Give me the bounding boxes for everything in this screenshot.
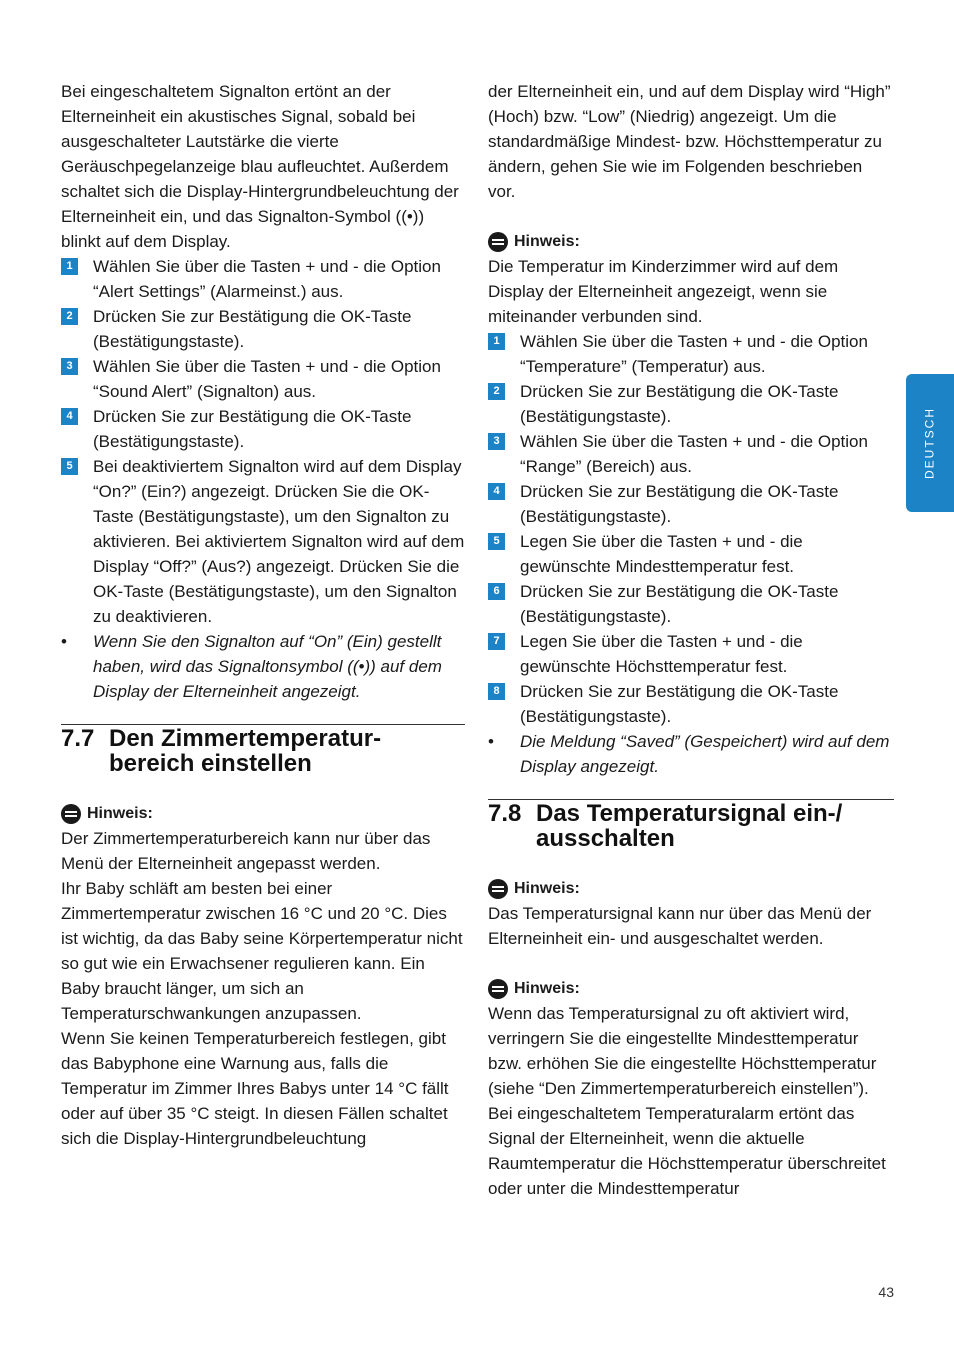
note-label: Hinweis: (514, 880, 580, 897)
step-number: 4 (488, 483, 505, 500)
step-number: 4 (61, 408, 78, 425)
list-item (61, 454, 465, 629)
note-text: Das Temperatursignal kann nur über das Menü der Elterneinheit ein- und ausgeschaltet werden. (488, 904, 872, 948)
language-label: DEUTSCH (922, 406, 937, 480)
section-heading (488, 801, 894, 851)
step-number: 2 (61, 308, 78, 325)
note-heading (488, 229, 894, 254)
section-heading (61, 726, 465, 776)
step-text: Legen Sie über die Tasten + und - die gewünschte Mindesttemperatur fest. (520, 532, 803, 576)
list-item (488, 529, 894, 579)
note-label: Hinweis: (514, 980, 580, 997)
note-icon (488, 979, 508, 999)
step-number: 7 (488, 633, 505, 650)
list-item (61, 304, 465, 354)
list-item (488, 579, 894, 629)
temperature-steps-list (488, 329, 894, 729)
section-number: 7.7 (61, 725, 95, 752)
list-item (488, 329, 894, 379)
left-column (61, 79, 465, 1151)
note-label: Hinweis: (87, 805, 153, 822)
note-text: Wenn das Temperatursignal zu oft aktiviert wird, verringern Sie die eingestellte Mindesttemperatur bzw. erhöhen Sie die eingestellte Höchsttemperatur (siehe “Den Zimmertemperaturbereich einstellen”). (488, 1004, 877, 1098)
bullet-item: • Die Meldung “Saved” (Gespeichert) wird auf dem Display angezeigt. (488, 729, 894, 779)
note-text: Die Temperatur im Kinderzimmer wird auf dem Display der Elterneinheit angezeigt, wenn sie miteinander verbunden sind. (488, 257, 839, 326)
section-title: Den Zimmertemperatur-bereich einstellen (109, 725, 382, 777)
step-text: Wählen Sie über die Tasten + und - die Option “Range” (Bereich) aus. (520, 432, 868, 476)
intro-paragraph: Bei eingeschaltetem Signalton ertönt an der Elterneinheit ein akustisches Signal, sobald bei ausgeschalteter Lautstärke die vierte Geräuschpegelanzeige blau aufleuchtet. Außerdem schaltet sich die Display-Hintergrundbeleuchtung der Elterneinheit ein, und das Signalton-Symbol ((•)) blinkt auf dem Display. (61, 82, 459, 251)
note-icon (488, 879, 508, 899)
step-text: Legen Sie über die Tasten + und - die gewünschte Höchsttemperatur fest. (520, 632, 803, 676)
step-number: 2 (488, 383, 505, 400)
alert-bullet-list (61, 629, 465, 704)
step-number: 5 (61, 458, 78, 475)
step-number: 6 (488, 583, 505, 600)
step-number: 5 (488, 533, 505, 550)
section-number: 7.8 (488, 800, 522, 827)
list-item (61, 354, 465, 404)
body-paragraph: Bei eingeschaltetem Temperaturalarm ertönt das Signal der Elterneinheit, wenn die aktuelle Raumtemperatur die Höchsttemperatur überschreitet oder unter die Mindesttemperatur (488, 1104, 886, 1198)
list-item (488, 679, 894, 729)
list-item (61, 404, 465, 454)
step-text: Drücken Sie zur Bestätigung die OK-Taste (Bestätigungstaste). (520, 382, 839, 426)
alert-steps-list (61, 254, 465, 629)
list-item (488, 379, 894, 429)
note-heading (488, 976, 894, 1001)
section-7-7 (61, 724, 465, 1151)
step-text: Bei deaktiviertem Signalton wird auf dem Display “On?” (Ein?) angezeigt. Drücken Sie die OK-Taste (Bestätigungstaste), um den Signalton zu aktivieren. Bei aktiviertem Signalton wird auf dem Display “Off?” (Aus?) angezeigt. Drücken Sie die OK-Taste (Bestätigungstaste), um den Signalton zu deaktivieren. (93, 457, 465, 626)
step-text: Drücken Sie zur Bestätigung die OK-Taste (Bestätigungstaste). (93, 307, 412, 351)
step-number: 3 (61, 358, 78, 375)
step-text: Wählen Sie über die Tasten + und - die Option “Alert Settings” (Alarmeinst.) aus. (93, 257, 441, 301)
note-label: Hinweis: (514, 233, 580, 250)
step-number: 1 (488, 333, 505, 350)
note-heading (488, 876, 894, 901)
step-text: Drücken Sie zur Bestätigung die OK-Taste (Bestätigungstaste). (520, 582, 839, 626)
step-text: Drücken Sie zur Bestätigung die OK-Taste (Bestätigungstaste). (93, 407, 412, 451)
section-7-8 (488, 799, 894, 1201)
section-title: Das Temperatursignal ein-/ ausschalten (536, 800, 843, 852)
page-number: 43 (878, 1284, 894, 1300)
list-item (488, 629, 894, 679)
language-tab (906, 374, 954, 512)
step-text: Wählen Sie über die Tasten + und - die Option “Sound Alert” (Signalton) aus. (93, 357, 441, 401)
bullet-item: • Wenn Sie den Signalton auf “On” (Ein) gestellt haben, wird das Signaltonsymbol ((•)) auf dem Display der Elterneinheit angezeigt. (61, 629, 465, 704)
step-text: Wählen Sie über die Tasten + und - die Option “Temperature” (Temperatur) aus. (520, 332, 868, 376)
intro-paragraph: der Elterneinheit ein, und auf dem Display wird “High” (Hoch) bzw. “Low” (Niedrig) angezeigt. Um die standardmäßige Mindest- bzw. Höchsttemperatur zu ändern, gehen Sie wie im Folgenden beschrieben vor. (488, 82, 891, 201)
note-icon (488, 232, 508, 252)
right-column (488, 79, 894, 1201)
body-paragraph: Wenn Sie keinen Temperaturbereich festlegen, gibt das Babyphone eine Warnung aus, falls die Temperatur im Zimmer Ihres Babys unter 14 °C fällt oder auf über 35 °C steigt. In diesen Fällen schaltet sich die Display-Hintergrundbeleuchtung (61, 1029, 449, 1148)
note-icon (61, 804, 81, 824)
step-text: Drücken Sie zur Bestätigung die OK-Taste (Bestätigungstaste). (520, 482, 839, 526)
list-item (488, 479, 894, 529)
step-number: 3 (488, 433, 505, 450)
step-text: Drücken Sie zur Bestätigung die OK-Taste (Bestätigungstaste). (520, 682, 839, 726)
step-number: 8 (488, 683, 505, 700)
step-number: 1 (61, 258, 78, 275)
note-text: Der Zimmertemperaturbereich kann nur über das Menü der Elterneinheit angepasst werden. (61, 829, 431, 873)
note-heading (61, 801, 465, 826)
list-item (61, 254, 465, 304)
temperature-bullet-list (488, 729, 894, 779)
list-item (488, 429, 894, 479)
body-paragraph: Ihr Baby schläft am besten bei einer Zimmertemperatur zwischen 16 °C und 20 °C. Dies ist wichtig, da das Baby seine Körpertemperatur nicht so gut wie ein Erwachsener regulieren kann. Ein Baby braucht länger, um sich an Temperaturschwankungen anzupassen. (61, 879, 463, 1023)
